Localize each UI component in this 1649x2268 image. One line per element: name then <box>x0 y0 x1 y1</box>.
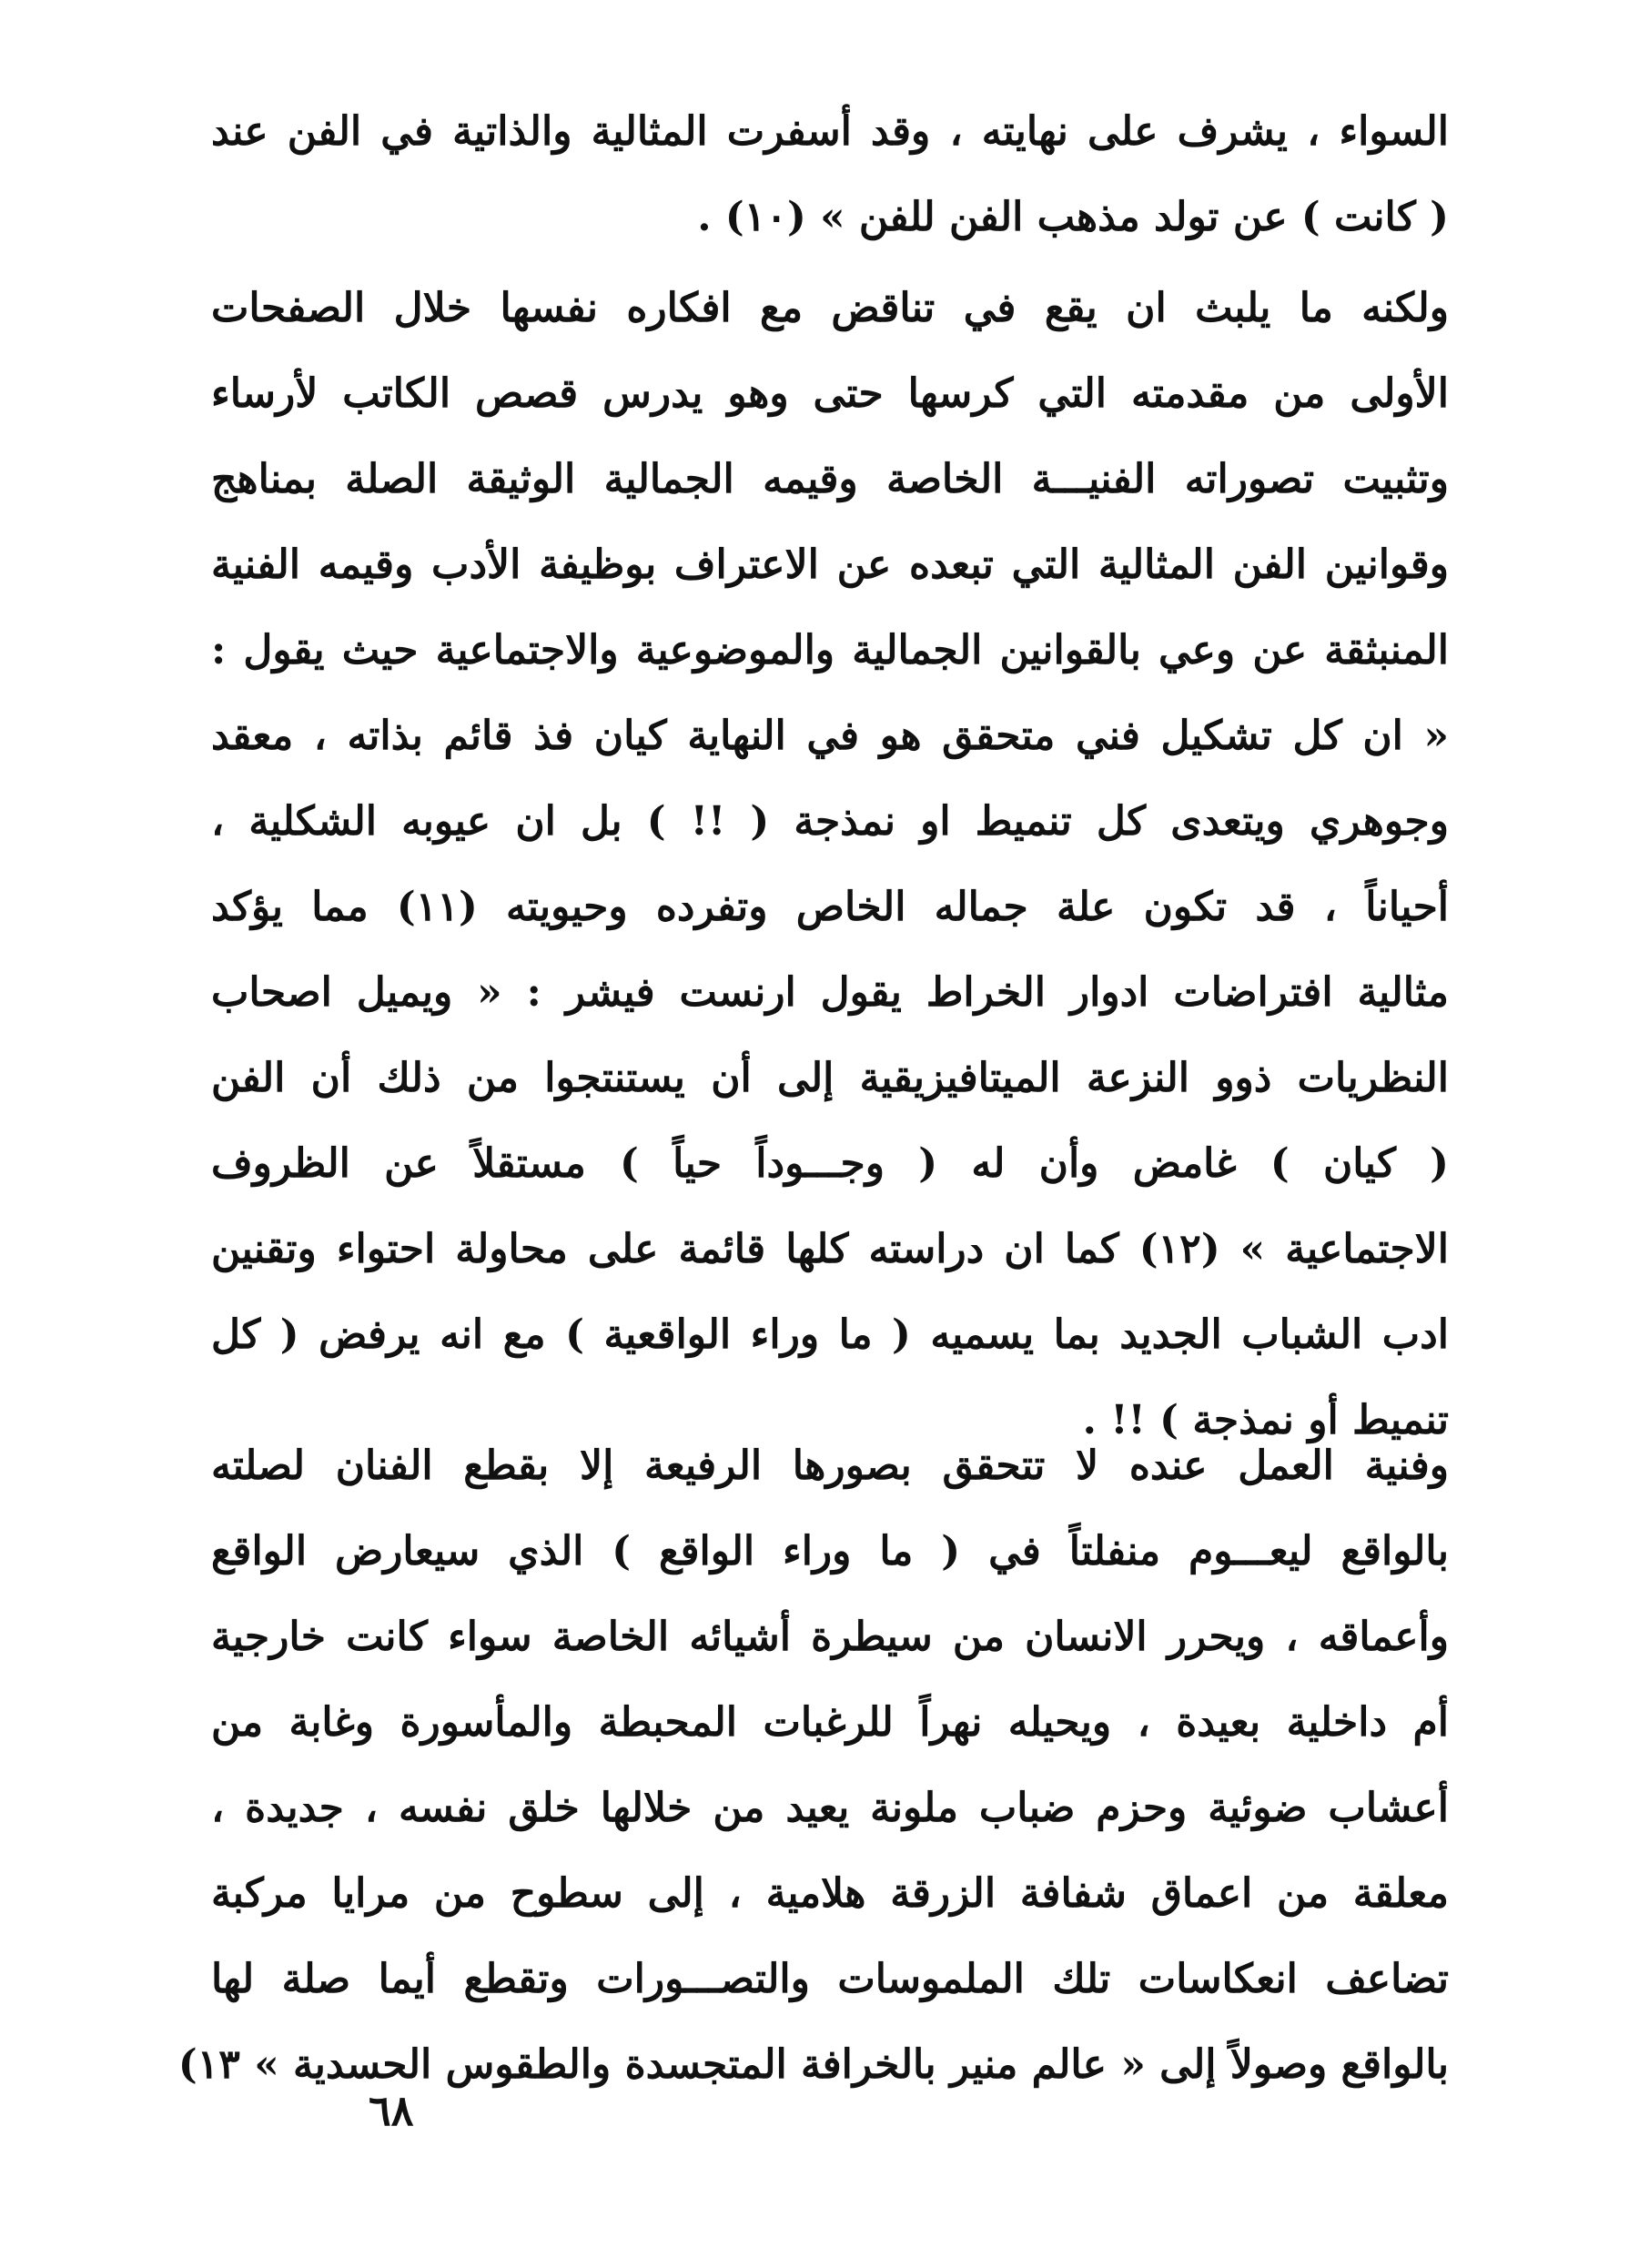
text-line: وتثبيت تصوراته الفنيـــة الخاصة وقيمه الجمالية الوثيقة الصلة بمناهج <box>211 456 1449 502</box>
text-line: ادب الشباب الجديد بما يسميه ( ما وراء الواقعية ) مع انه يرفض ( كل <box>211 1311 1449 1358</box>
text-line: الاجتماعية » (١٢) كما ان دراسته كلها قائمة على محاولة احتواء وتقنين <box>211 1226 1449 1272</box>
text-line: بالواقع وصولاً إلى « عالم منير بالخرافة المتجسدة والطقوس الحسدية » ١٣) <box>177 2041 1449 2088</box>
text-line: المنبثقة عن وعي بالقوانين الجمالية والموضوعية والاجتماعية حيث يقول : <box>211 627 1449 673</box>
text-line: وفنية العمل عنده لا تتحقق بصورها الرفيعة إلا بقطع الفنان لصلته <box>211 1443 1449 1489</box>
text-line: ( كانت ) عن تولد مذهب الفن للفن » (١٠) . <box>697 194 1449 240</box>
text-line: وقوانين الفن المثالية التي تبعده عن الاعتراف بوظيفة الأدب وقيمه الفنية <box>211 542 1449 588</box>
text-line: أم داخلية بعيدة ، ويحيله نهراً للرغبات المحبطة والمأسورة وغابة من <box>211 1699 1449 1746</box>
text-line: « ان كل تشكيل فني متحقق هو في النهاية كيان فذ قائم بذاته ، معقد <box>211 713 1449 759</box>
text-line: ( كيان ) غامض وأن له ( وجـــوداً حياً ) مستقلاً عن الظروف <box>211 1140 1449 1187</box>
text-line: أعشاب ضوئية وحزم ضباب ملونة يعيد من خلالها خلق نفسه ، جديدة ، <box>211 1785 1449 1831</box>
page-number: ٦٨ <box>369 2086 414 2135</box>
text-line: تنميط أو نمذجة ) !! . <box>1082 1397 1449 1443</box>
text-line: النظريات ذوو النزعة الميتافيزيقية إلى أن يستنتجوا من ذلك أن الفن <box>211 1055 1449 1101</box>
text-line: أحياناً ، قد تكون علة جماله الخاص وتفرده وحيويته (١١) مما يؤكد <box>211 884 1449 930</box>
paragraph-3 <box>177 1442 1449 2126</box>
paragraph-1 <box>211 107 1449 278</box>
text-line: بالواقع ليعـــوم منفلتاً في ( ما وراء الواقع ) الذي سيعارض الواقع <box>211 1528 1449 1574</box>
text-line: السواء ، يشرف على نهايته ، وقد أسفرت المثالية والذاتية في الفن عند <box>211 108 1449 155</box>
text-line: مثالية افتراضات ادوار الخراط يقول ارنست فيشر : « ويميل اصحاب <box>211 969 1449 1016</box>
paragraph-2 <box>211 284 1449 1482</box>
text-line: معلقة من اعماق شفافة الزرقة هلامية ، إلى سطوح من مرايا مركبة <box>211 1870 1449 1917</box>
text-line: ولكنه ما يلبث ان يقع في تناقض مع افكاره نفسها خلال الصفحات <box>211 285 1449 331</box>
text-line: الأولى من مقدمته التي كرسها حتى وهو يدرس قصص الكاتب لأرساء <box>211 370 1449 417</box>
text-line: وأعماقه ، ويحرر الانسان من سيطرة أشيائه الخاصة سواء كانت خارجية <box>211 1614 1449 1660</box>
text-line: وجوهري ويتعدى كل تنميط او نمذجة ( !! ) بل ان عيوبه الشكلية ، <box>211 798 1449 845</box>
text-line: تضاعف انعكاسات تلك الملموسات والتصـــورات وتقطع أيما صلة لها <box>211 1956 1449 2002</box>
